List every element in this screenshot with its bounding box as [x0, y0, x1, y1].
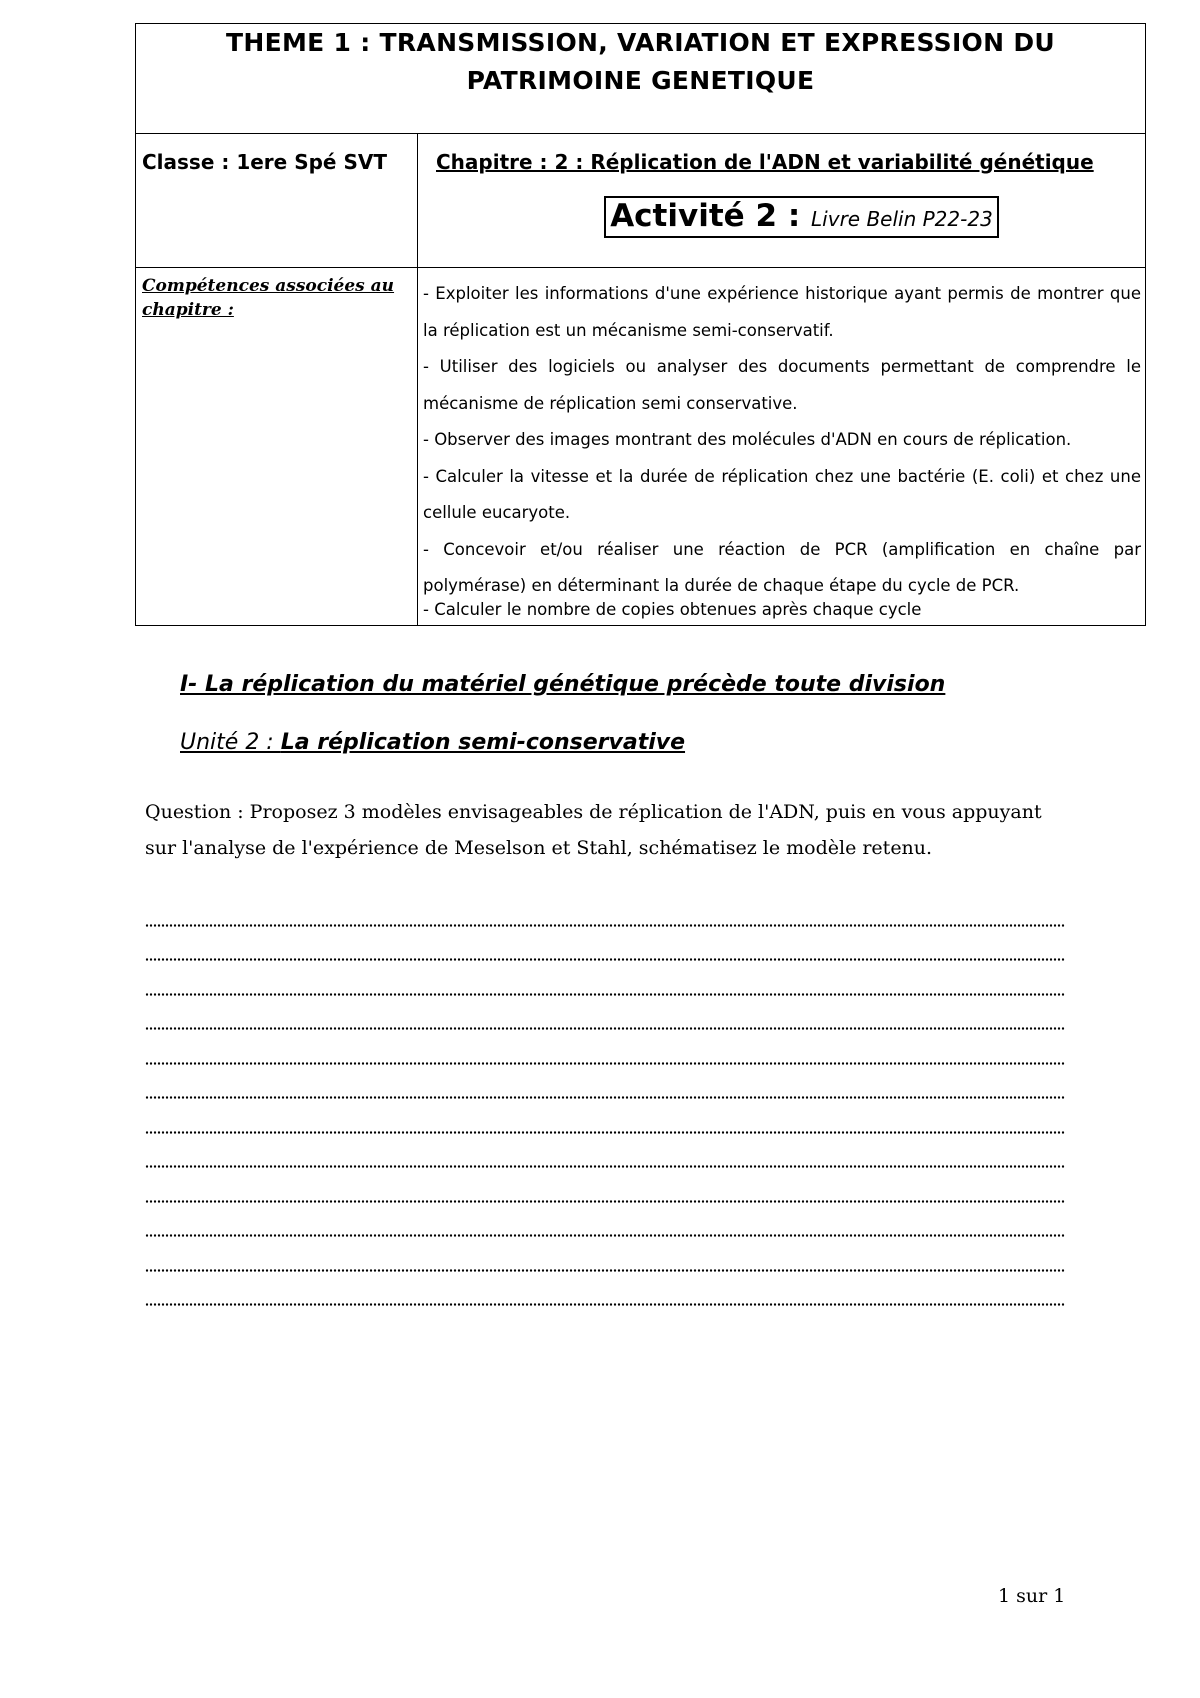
- answer-line[interactable]: [145, 900, 1065, 935]
- header-table: [135, 23, 1146, 626]
- answer-line[interactable]: [145, 1107, 1065, 1142]
- competence-item: - Utiliser des logiciels ou analyser des documents permettant de comprendre le mécanisme de réplication semi conservative.: [423, 357, 1141, 413]
- competences-list: [418, 268, 1146, 626]
- answer-line[interactable]: [145, 1038, 1065, 1073]
- unit-heading: [180, 730, 685, 755]
- answer-line[interactable]: [145, 1280, 1065, 1315]
- theme-title-line1: THEME 1 : TRANSMISSION, VARIATION ET EXPRESSION DU: [226, 28, 1055, 57]
- answer-line[interactable]: [145, 1073, 1065, 1108]
- answer-line[interactable]: [145, 1142, 1065, 1177]
- activite-label: Activité 2 :: [610, 198, 812, 234]
- competence-item: - Observer des images montrant des molécules d'ADN en cours de réplication.: [423, 430, 1072, 449]
- competence-item: - Calculer le nombre de copies obtenues après chaque cycle: [423, 599, 922, 619]
- theme-cell: [136, 24, 1146, 134]
- activite-reference: Livre Belin P22-23: [811, 207, 993, 231]
- chapitre-title: Chapitre : 2 : Réplication de l'ADN et variabilité génétique: [436, 150, 1094, 174]
- activite-box: [604, 196, 999, 238]
- answer-line[interactable]: [145, 969, 1065, 1004]
- chapitre-cell: [418, 134, 1146, 268]
- unit-title: La réplication semi-conservative: [280, 730, 686, 755]
- classe-label: Classe : 1ere Spé SVT: [142, 150, 387, 174]
- competences-label-cell: [136, 268, 418, 626]
- classe-cell: [136, 134, 418, 268]
- answer-line[interactable]: [145, 935, 1065, 970]
- answer-line[interactable]: [145, 1176, 1065, 1211]
- theme-title-line2: PATRIMOINE GENETIQUE: [466, 66, 815, 95]
- unit-label: Unité 2 :: [180, 730, 281, 755]
- competences-label: Compétences associées au chapitre :: [142, 276, 395, 320]
- answer-line[interactable]: [145, 1211, 1065, 1246]
- answer-line[interactable]: [145, 1245, 1065, 1280]
- competence-item: - Exploiter les informations d'une expérience historique ayant permis de montrer que la réplication est un mécanisme semi-conservatif.: [423, 284, 1141, 340]
- answer-line[interactable]: [145, 1004, 1065, 1039]
- competence-item: - Concevoir et/ou réaliser une réaction de PCR (amplification en chaîne par polymérase) en déterminant la durée de chaque étape du cycle de PCR.: [423, 539, 1141, 595]
- answer-lines: [145, 900, 1065, 1314]
- question-text: Question : Proposez 3 modèles envisageables de réplication de l'ADN, puis en vous appuyant sur l'analyse de l'expérience de Meselson et Stahl, schématisez le modèle retenu.: [145, 801, 1042, 859]
- page-number: 1 sur 1: [998, 1585, 1066, 1607]
- section-title: I- La réplication du matériel génétique précède toute division: [180, 672, 946, 697]
- competence-item: - Calculer la vitesse et la durée de réplication chez une bactérie (E. coli) et chez une cellule eucaryote.: [423, 466, 1141, 522]
